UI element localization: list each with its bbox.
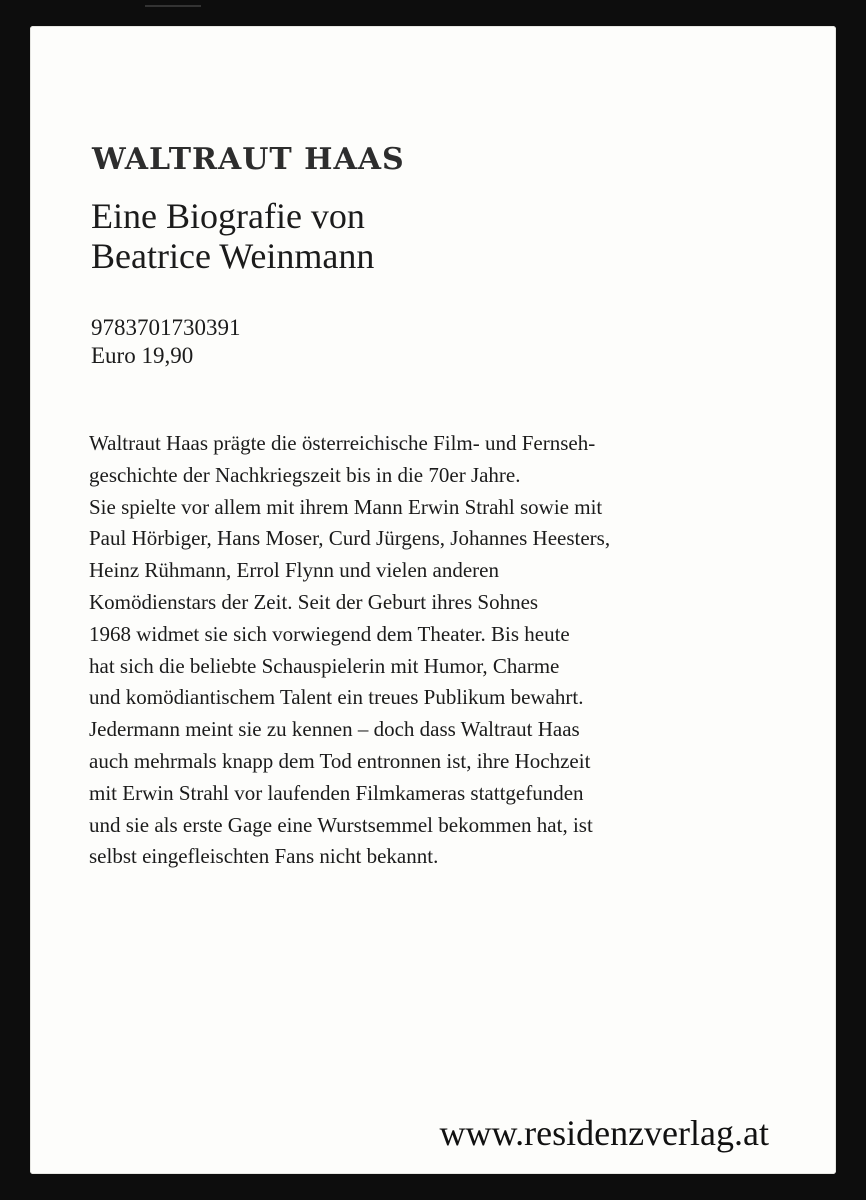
description-line: Paul Hörbiger, Hans Moser, Curd Jürgens, Johannes Heesters, [89, 526, 611, 551]
description-line: geschichte der Nachkriegszeit bis in die 70er Jahre. [89, 462, 521, 487]
description-line: auch mehrmals knapp dem Tod entronnen ist, ihre Hochzeit [89, 748, 591, 773]
description-line: selbst eingefleischten Fans nicht bekannt. [89, 844, 439, 869]
description-line: Waltraut Haas prägte die österreichische Film- und Fernseh- [89, 431, 596, 455]
scan-mark [145, 5, 201, 7]
description-line: 1968 widmet sie sich vorwiegend dem Theater. Bis heute [89, 621, 570, 646]
description-line: und sie als erste Gage eine Wurstsemmel bekommen hat, ist [89, 812, 593, 837]
publisher-url: www.residenzverlag.at [439, 1113, 769, 1153]
description-line: und komödiantischem Talent ein treues Publikum bewahrt. [89, 685, 584, 710]
book-title: WALTRAUT HAAS [92, 142, 405, 177]
description-line: Heinz Rühmann, Errol Flynn und vielen anderen [89, 558, 499, 583]
book-card [30, 26, 836, 1174]
isbn-number: 9783701730391 [91, 315, 241, 340]
description-line: Sie spielte vor allem mit ihrem Mann Erwin Strahl sowie mit [89, 494, 603, 519]
price-label: Euro 19,90 [91, 343, 194, 368]
subtitle-line: Eine Biografie von [91, 196, 365, 236]
book-description [89, 428, 789, 873]
description-line: mit Erwin Strahl vor laufenden Filmkameras stattgefunden [89, 780, 584, 805]
book-subtitle [91, 196, 374, 276]
subtitle-line: Beatrice Weinmann [91, 236, 375, 276]
description-line: Komödienstars der Zeit. Seit der Geburt ihres Sohnes [89, 589, 539, 614]
description-line: hat sich die beliebte Schauspielerin mit Humor, Charme [89, 653, 560, 678]
description-line: Jedermann meint sie zu kennen – doch dass Waltraut Haas [89, 717, 580, 742]
book-meta [91, 314, 241, 370]
